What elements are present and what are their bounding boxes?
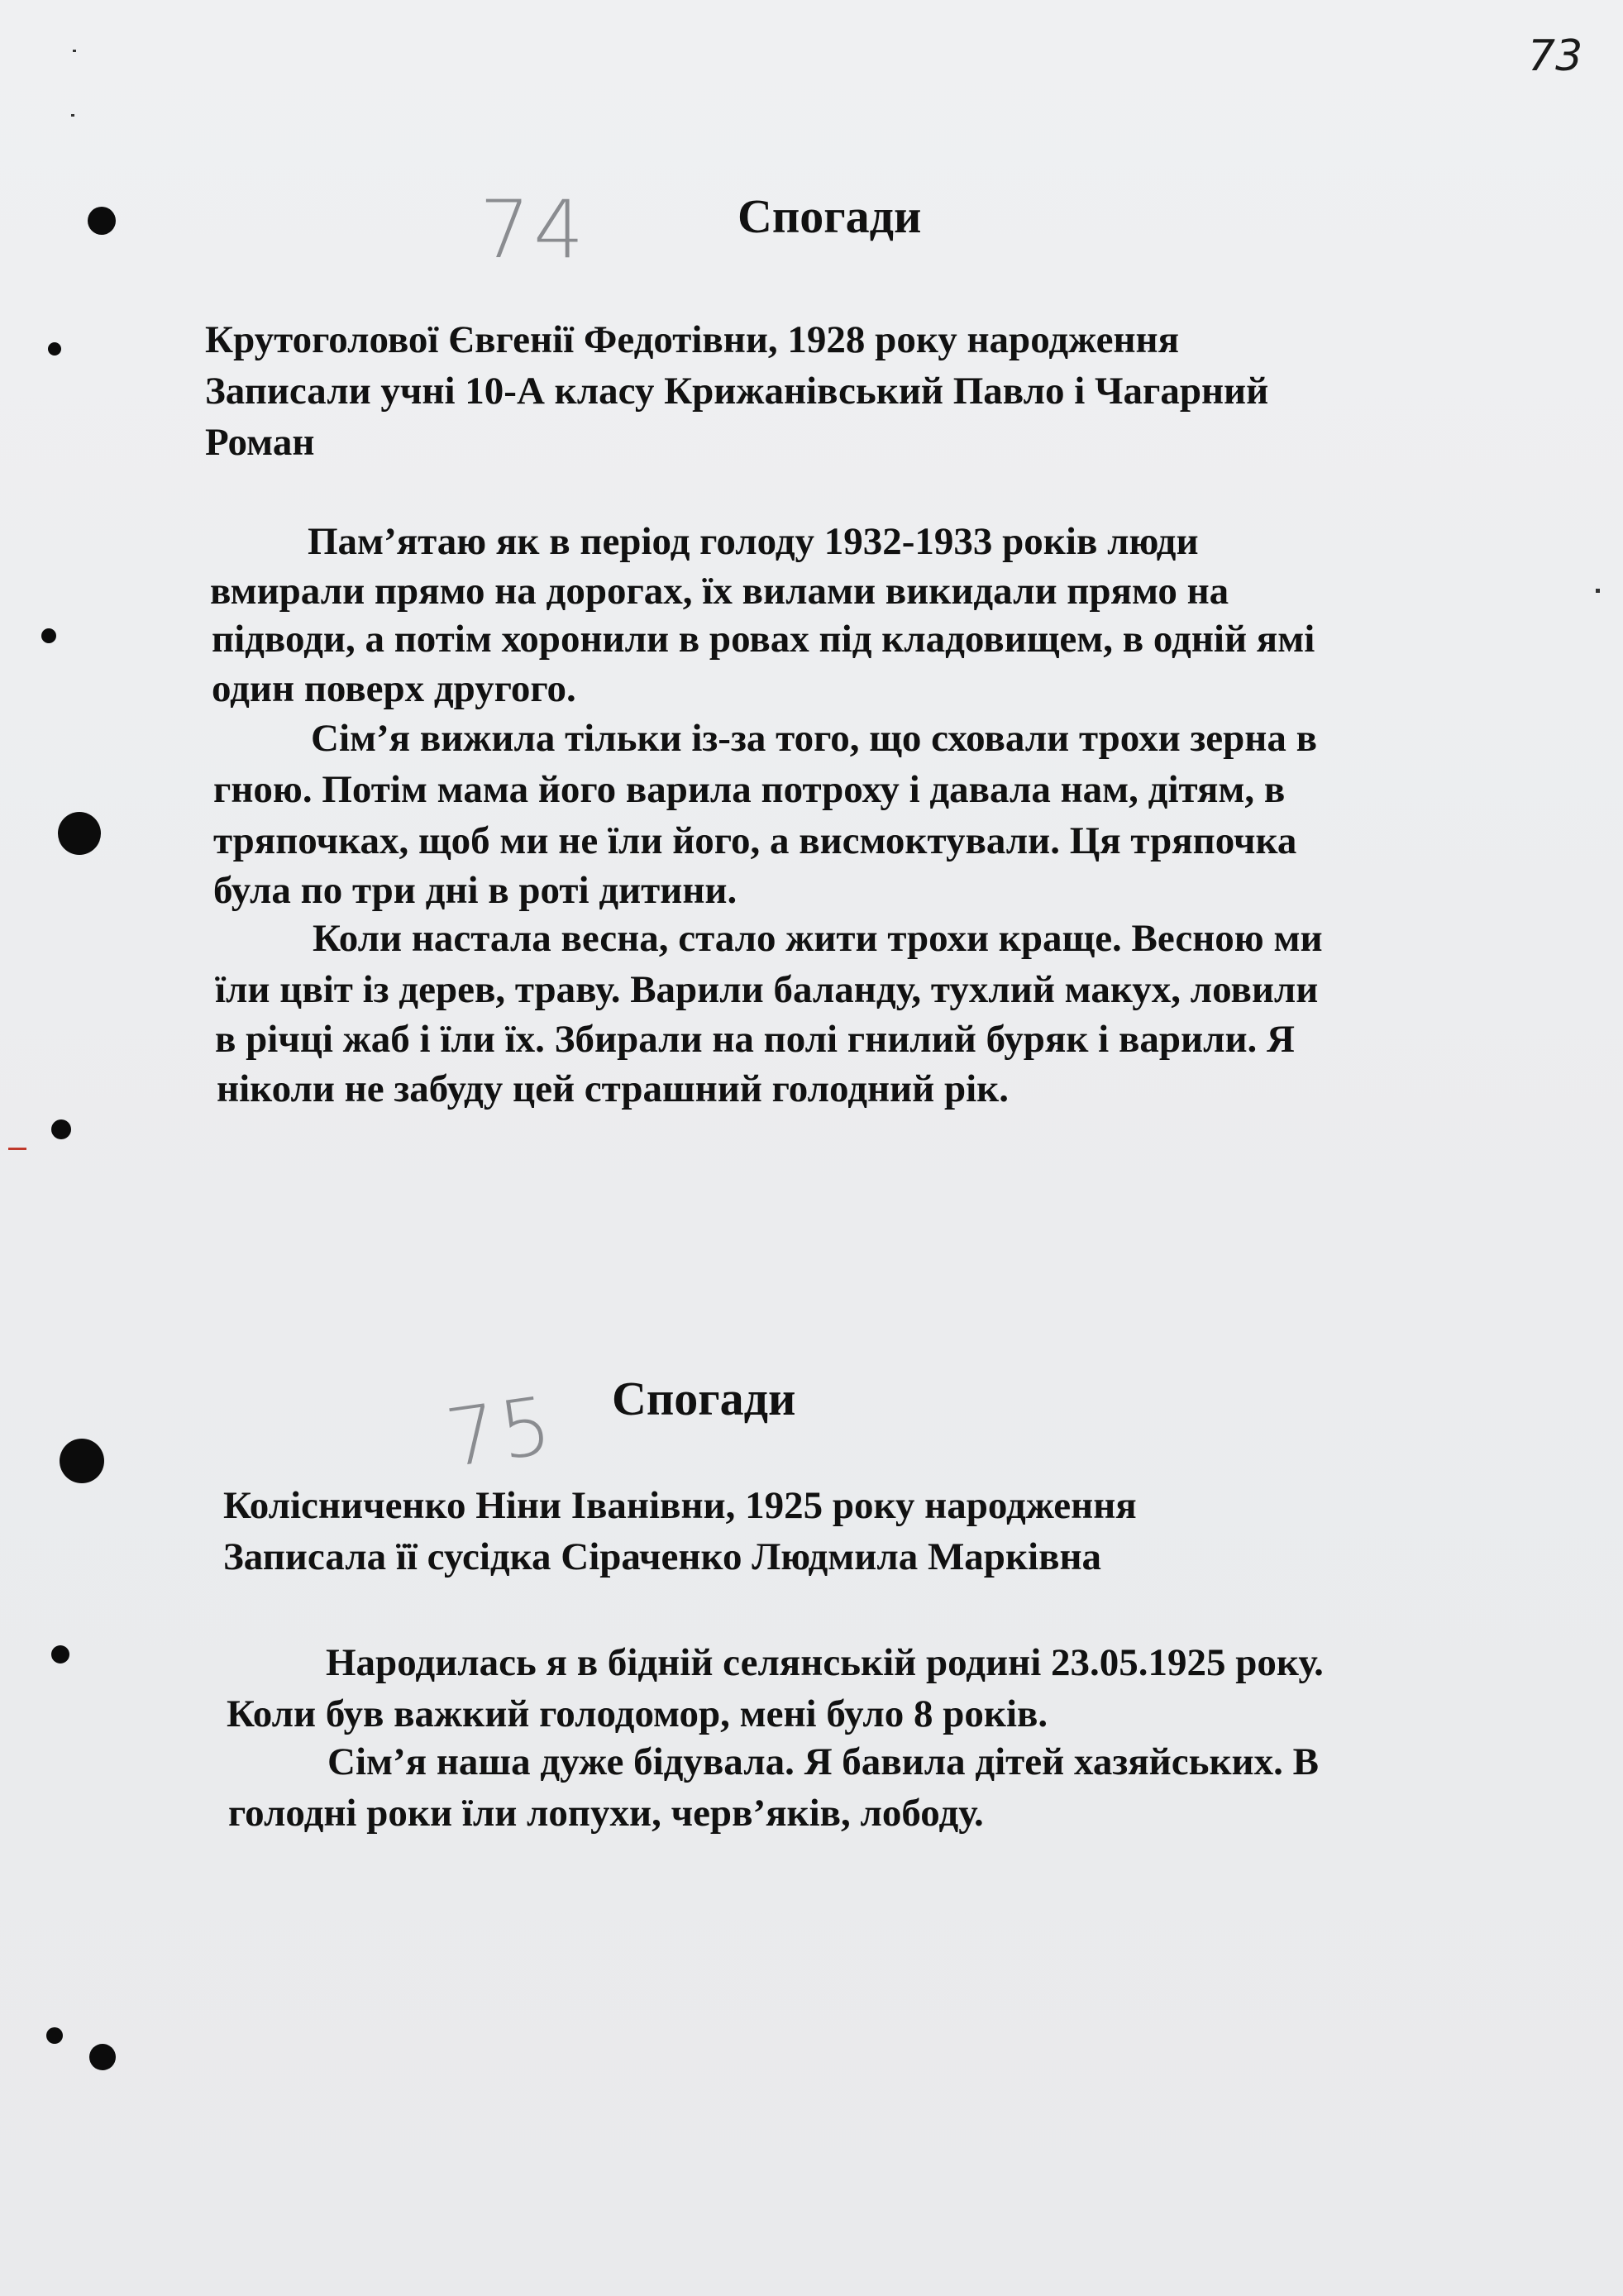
punch-hole-icon [89, 2044, 116, 2070]
memoir-1-body-line: їли цвіт із дерев, траву. Варили баланду, тухлий макух, ловили [215, 968, 1319, 1011]
scan-speck [73, 50, 76, 52]
memoir-1-body-line: в річці жаб і їли їх. Збирали на полі гнилий буряк і варили. Я [215, 1018, 1295, 1061]
memoir-2-body-line: голодні роки їли лопухи, черв’яків, лободу. [228, 1792, 984, 1835]
memoir-1-body-line: Коли настала весна, стало жити трохи краще. Весною ми [313, 917, 1323, 960]
memoir-2-body-line: Коли був важкий голодомор, мені було 8 років. [227, 1692, 1048, 1735]
scan-speck [71, 114, 74, 117]
memoir-1-body-line: Сім’я вижила тільки із-за того, що сховали трохи зерна в [311, 717, 1317, 760]
punch-hole-icon [51, 1119, 71, 1139]
scan-speck [1596, 589, 1600, 593]
archive-number-1: 74 [480, 184, 588, 276]
archive-number-2: 75 [440, 1378, 561, 1486]
memoir-2-body-line: Народилась я в бідній селянській родині 23.05.1925 року. [326, 1641, 1324, 1684]
memoir-2-body-line: Сім’я наша дуже бідувала. Я бавила дітей хазяйських. В [327, 1740, 1319, 1783]
memoir-2-header-line: Записала її сусідка Сіраченко Людмила Марківна [223, 1535, 1102, 1578]
memoir-1-header-line: Роман [205, 421, 315, 464]
memoir-1-title: Спогади [738, 189, 922, 243]
memoir-1-body-line: Пам’ятаю як в період голоду 1932-1933 років люди [308, 520, 1199, 563]
memoir-2-title: Спогади [612, 1372, 796, 1425]
memoir-1-body-line: була по три дні в роті дитини. [213, 869, 738, 912]
memoir-1-body-line: один поверх другого. [212, 667, 576, 710]
memoir-1-body-line: тряпочках, щоб ми не їли його, а висмоктували. Ця тряпочка [213, 819, 1297, 862]
punch-hole-icon [46, 2027, 63, 2044]
page-number: 73 [1528, 31, 1583, 81]
memoir-1-header-line: Записали учні 10-А класу Крижанівський Павло і Чагарний [205, 370, 1269, 413]
punch-hole-icon [58, 812, 101, 855]
memoir-1-body-line: підводи, а потім хоронили в ровах під кладовищем, в одній ямі [212, 618, 1315, 661]
margin-red-mark [8, 1148, 26, 1150]
punch-hole-icon [41, 628, 56, 643]
punch-hole-icon [60, 1439, 104, 1483]
punch-hole-icon [51, 1645, 69, 1664]
memoir-1-header-line: Крутоголової Євгенії Федотівни, 1928 року народження [205, 318, 1180, 361]
memoir-2-header-line: Колісниченко Ніни Іванівни, 1925 року народження [223, 1484, 1137, 1527]
punch-hole-icon [48, 342, 61, 356]
memoir-1-body-line: вмирали прямо на дорогах, їх вилами викидали прямо на [210, 570, 1229, 613]
memoir-1-body-line: ніколи не забуду цей страшний голодний рік. [217, 1067, 1009, 1110]
punch-hole-icon [88, 207, 116, 235]
memoir-1-body-line: гною. Потім мама його варила потроху і давала нам, дітям, в [213, 768, 1286, 811]
